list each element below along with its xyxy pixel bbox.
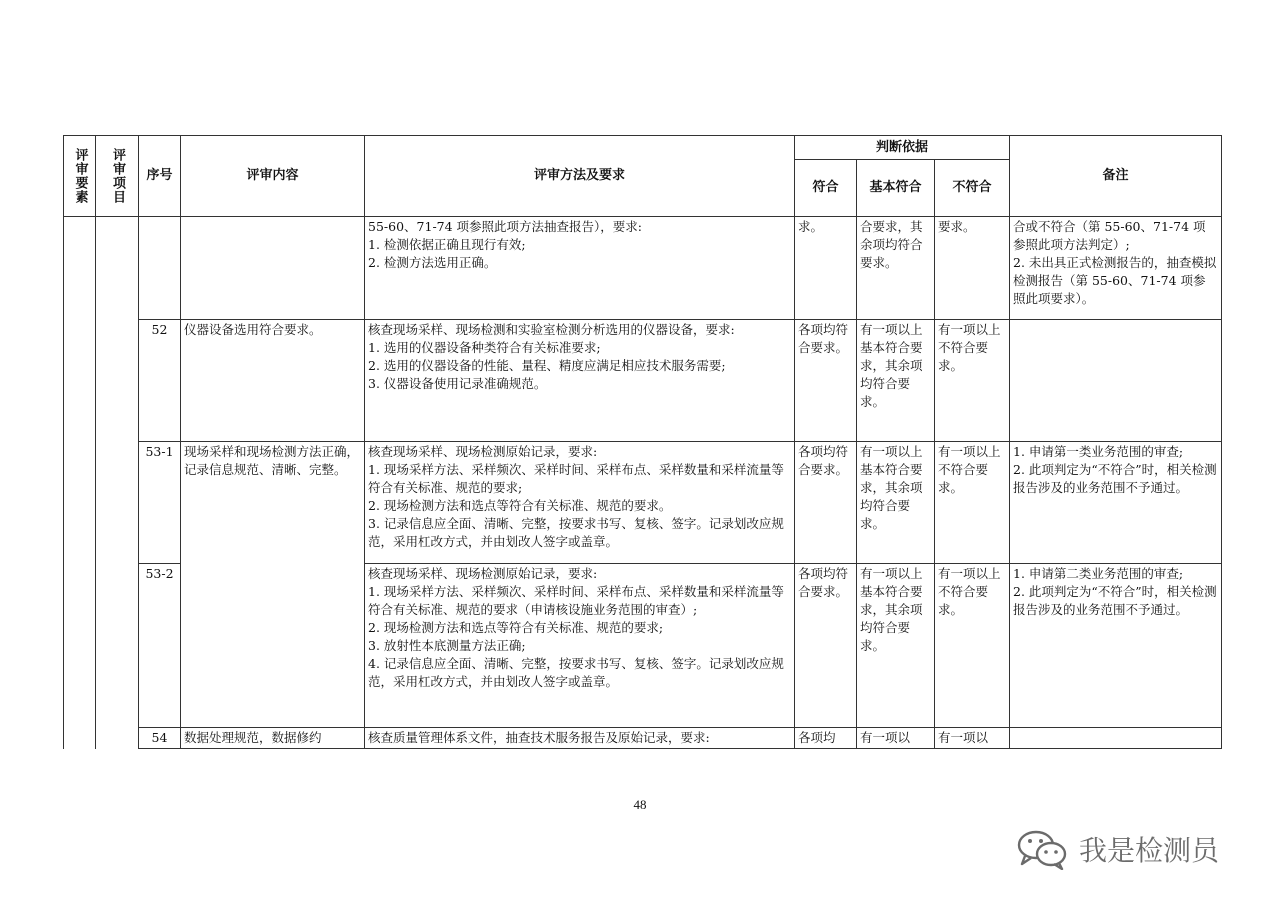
row-content: 数据处理规范，数据修约 <box>181 728 365 749</box>
row-method: 55-60、71-74 项参照此项方法抽查报告），要求: 1. 检测依据正确且现行有效; 2. 检测方法选用正确。 <box>365 217 795 320</box>
header-basic: 基本符合 <box>857 160 935 217</box>
row-content: 仪器设备选用符合要求。 <box>181 320 365 442</box>
header-conform: 符合 <box>795 160 857 217</box>
row-conform: 求。 <box>795 217 857 320</box>
row-conform: 各项均符合要求。 <box>795 564 857 728</box>
review-table <box>63 135 1222 749</box>
row-basic: 有一项以 <box>857 728 935 749</box>
row-content: 现场采样和现场检测方法正确，记录信息规范、清晰、完整。 <box>181 442 365 728</box>
row-nonconform: 要求。 <box>935 217 1010 320</box>
table-row <box>64 320 1222 442</box>
header-no: 序号 <box>139 136 181 217</box>
row-remarks: 合或不符合（第 55-60、71-74 项参照此项方法判定）; 2. 未出具正式检测报告的，抽查模拟检测报告（第 55-60、71-74 项参照此项要求）。 <box>1010 217 1222 320</box>
table-row <box>64 728 1222 749</box>
header-nonconform: 不符合 <box>935 160 1010 217</box>
table-row <box>64 217 1222 320</box>
row-basic: 有一项以上基本符合要求，其余项均符合要求。 <box>857 564 935 728</box>
row-remarks <box>1010 728 1222 749</box>
header-method: 评审方法及要求 <box>365 136 795 217</box>
row-conform: 各项均 <box>795 728 857 749</box>
row-remarks: 1. 申请第二类业务范围的审查; 2. 此项判定为“不符合”时，相关检测报告涉及的业务范围不予通过。 <box>1010 564 1222 728</box>
page-number: 48 <box>633 797 647 812</box>
header-remarks: 备注 <box>1010 136 1222 217</box>
header-item: 评审项目 <box>96 136 139 217</box>
row-method: 核查现场采样、现场检测和实验室检测分析选用的仪器设备，要求: 1. 选用的仪器设备种类符合有关标准要求; 2. 选用的仪器设备的性能、量程、精度应满足相应技术服务需要; 3. 仪器设备使用记录准确规范。 <box>365 320 795 442</box>
header-basis: 判断依据 <box>795 136 1010 160</box>
row-content <box>181 217 365 320</box>
table-row <box>64 442 1222 564</box>
row-method: 核查现场采样、现场检测原始记录，要求: 1. 现场采样方法、采样频次、采样时间、采样布点、采样数量和采样流量等符合有关标准、规范的要求; 2. 现场检测方法和选点等符合有关标准、规范的要求。 3. 记录信息应全面、清晰、完整，按要求书写、复核、签字。记录划改应规范，采用杠改方式，并由划改人签字或盖章。 <box>365 442 795 564</box>
watermark <box>1015 824 1219 874</box>
header-content: 评审内容 <box>181 136 365 217</box>
row-conform: 各项均符合要求。 <box>795 320 857 442</box>
row-remarks: 1. 申请第一类业务范围的审查; 2. 此项判定为“不符合”时，相关检测报告涉及的业务范围不予通过。 <box>1010 442 1222 564</box>
row-nonconform: 有一项以上不符合要求。 <box>935 564 1010 728</box>
row-no: 53-1 <box>139 442 181 564</box>
row-basic: 合要求，其余项均符合要求。 <box>857 217 935 320</box>
row-nonconform: 有一项以 <box>935 728 1010 749</box>
row-no <box>139 217 181 320</box>
element-cell <box>64 217 96 749</box>
row-remarks <box>1010 320 1222 442</box>
row-no: 54 <box>139 728 181 749</box>
row-nonconform: 有一项以上不符合要求。 <box>935 320 1010 442</box>
row-method: 核查现场采样、现场检测原始记录，要求: 1. 现场采样方法、采样频次、采样时间、采样布点、采样数量和采样流量等符合有关标准、规范的要求（申请核设施业务范围的审查）; 2. 现场检测方法和选点等符合有关标准、规范的要求; 3. 放射性本底测量方法正确; 4. 记录信息应全面、清晰、完整，按要求书写、复核、签字。记录划改应规范，采用杠改方式，并由划改人签字或盖章。 <box>365 564 795 728</box>
row-method: 核查质量管理体系文件，抽查技术服务报告及原始记录，要求: <box>365 728 795 749</box>
row-no: 53-2 <box>139 564 181 728</box>
watermark-text: 我是检测员 <box>1079 834 1220 867</box>
row-conform: 各项均符合要求。 <box>795 442 857 564</box>
row-no: 52 <box>139 320 181 442</box>
item-cell <box>96 217 139 749</box>
row-basic: 有一项以上基本符合要求，其余项均符合要求。 <box>857 442 935 564</box>
row-basic: 有一项以上基本符合要求，其余项均符合要求。 <box>857 320 935 442</box>
row-nonconform: 有一项以上不符合要求。 <box>935 442 1010 564</box>
wechat-icon <box>1015 828 1069 870</box>
header-element: 评审要素 <box>64 136 96 217</box>
